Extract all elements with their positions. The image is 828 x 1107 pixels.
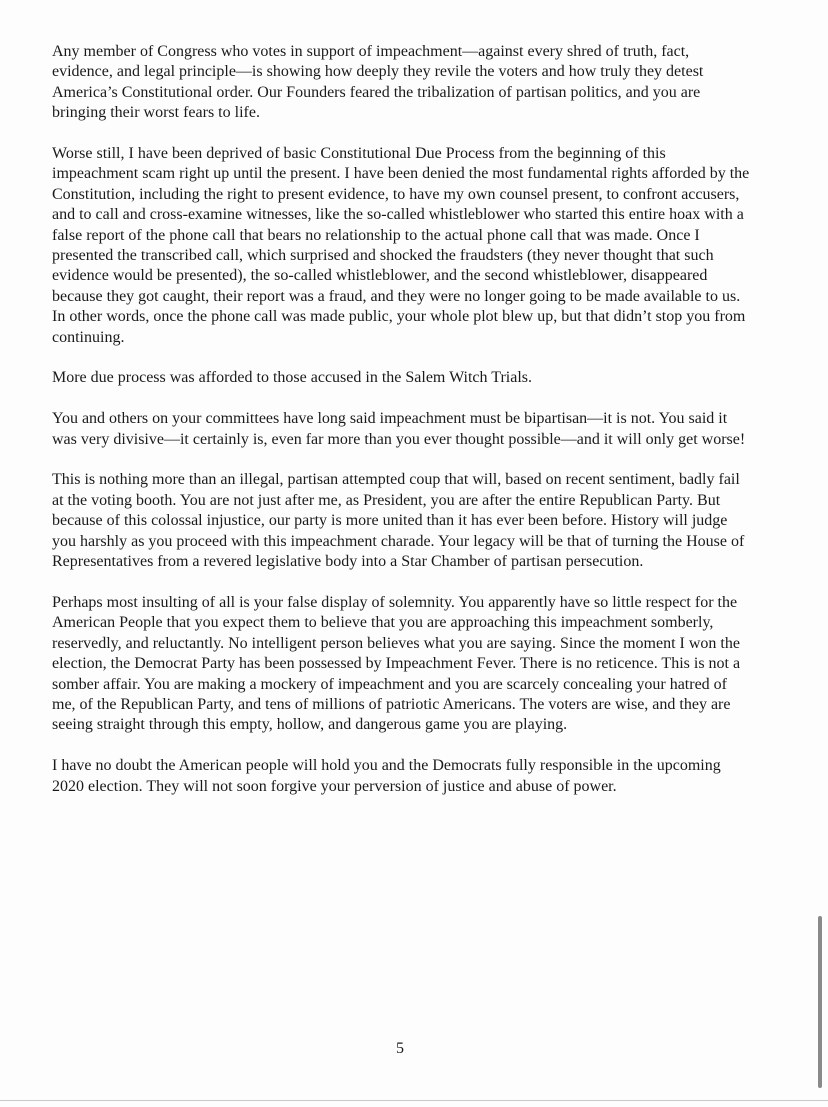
letter-body xyxy=(52,42,752,817)
paragraph-1: Any member of Congress who votes in support of impeachment—against every shred of truth, fact, evidence, and legal principle—is showing how deeply they revile the voters and how truly they detest America’s Constitutional order. Our Founders feared the tribalization of partisan politics, and you are bringing their worst fears to life. xyxy=(52,43,704,122)
paragraph-5: This is nothing more than an illegal, partisan attempted coup that will, based on recent sentiment, badly fail at the voting booth. You are not just after me, as President, you are after the entire Republican Party. But because of this colossal injustice, our party is more united than it has ever been before. History will judge you harshly as you proceed with this impeachment charade. Your legacy will be that of turning the House of Representatives from a revered legislative body into a Star Chamber of partisan persecution. xyxy=(52,471,745,571)
vertical-scrollbar[interactable] xyxy=(818,916,822,1088)
paragraph-3: More due process was afforded to those accused in the Salem Witch Trials. xyxy=(52,369,532,387)
paragraph-7: I have no doubt the American people will hold you and the Democrats fully responsible in the upcoming 2020 election. They will not soon forgive your perversion of justice and abuse of power. xyxy=(52,757,721,795)
paragraph-2: Worse still, I have been deprived of basic Constitutional Due Process from the beginning of this impeachment scam right up until the present. I have been denied the most fundamental rights afforded by the Constitution, including the right to present evidence, to have my own counsel present, to confront accusers, and to call and cross-examine witnesses, like the so-called whistleblower who started this entire hoax with a false report of the phone call that bears no relationship to the actual phone call that was made. Once I presented the transcribed call, which surprised and shocked the fraudsters (they never thought that such evidence would be presented), the so-called whistleblower, and the second whistleblower, disappeared because they got caught, their report was a fraud, and they were no longer going to be made available to us. In other words, once the phone call was made public, your whole plot blew up, but that didn’t stop you from continuing. xyxy=(52,145,750,346)
page-bottom-divider xyxy=(0,1100,828,1101)
paragraph-4: You and others on your committees have long said impeachment must be bipartisan—it is not. You said it was very divisive—it certainly is, even far more than you ever thought possible—and it will only get worse! xyxy=(52,410,746,448)
paragraph-6: Perhaps most insulting of all is your false display of solemnity. You apparently have so little respect for the American People that you expect them to believe that you are approaching this impeachment somberly, reservedly, and reluctantly. No intelligent person believes what you are saying. Since the moment I won the election, the Democrat Party has been possessed by Impeachment Fever. There is no reticence. This is not a somber affair. You are making a mockery of impeachment and you are scarcely concealing your hatred of me, of the Republican Party, and tens of millions of patriotic Americans. The voters are wise, and they are seeing straight through this empty, hollow, and dangerous game you are playing. xyxy=(52,593,741,734)
page-number: 5 xyxy=(396,1040,404,1057)
